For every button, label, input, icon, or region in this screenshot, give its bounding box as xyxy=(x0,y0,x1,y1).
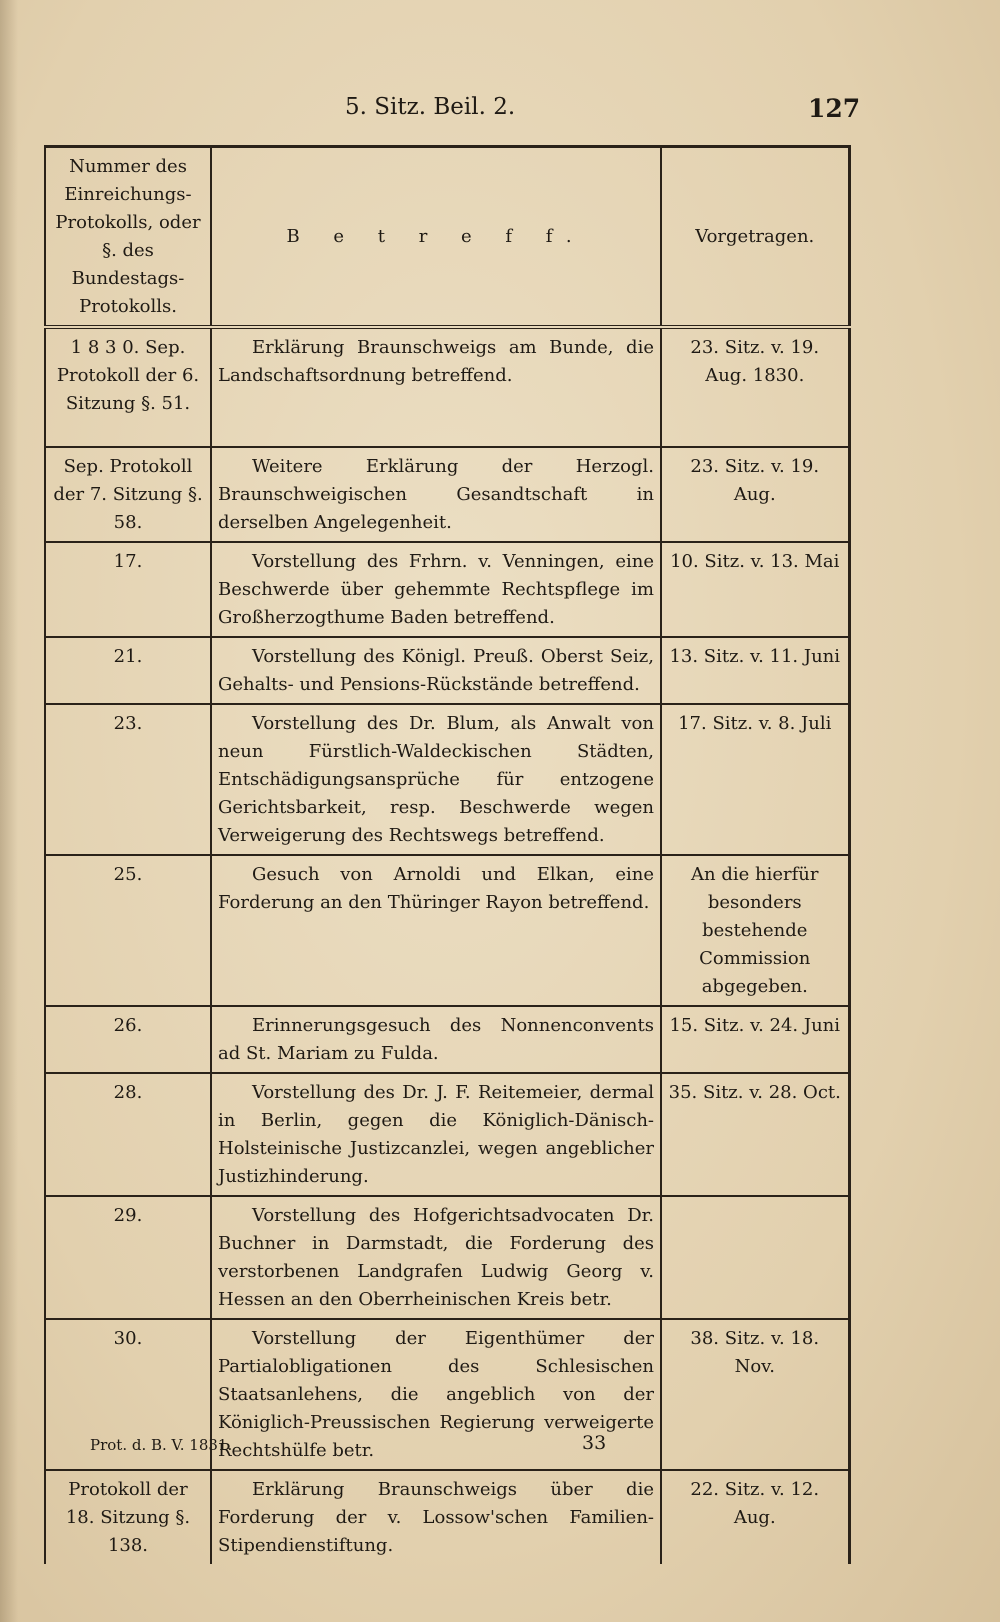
row-number-cell: 30. xyxy=(45,1319,211,1470)
row-number-cell: 23. xyxy=(45,704,211,855)
column-header-number: Nummer des Einreichungs-Protokolls, oder §. des Bundestags-Protokolls. xyxy=(45,147,211,328)
table-row xyxy=(45,1006,849,1073)
row-subject-cell: Weitere Erklärung der Herzogl. Braunschweigischen Gesandtschaft in derselben Angelegenheit. xyxy=(211,447,661,542)
table-row xyxy=(45,637,849,704)
row-number-cell: 28. xyxy=(45,1073,211,1196)
table-row xyxy=(45,327,849,447)
table-header-row xyxy=(45,147,849,328)
row-number-cell: 21. xyxy=(45,637,211,704)
column-header-presented: Vorgetragen. xyxy=(661,147,849,328)
row-subject-cell: Vorstellung der Eigenthümer der Partialobligationen des Schlesischen Staatsanlehens, die angeblich von der Königlich-Preussischen Regierung verweigerte Rechtshülfe betr. xyxy=(211,1319,661,1470)
row-date-cell: 23. Sitz. v. 19. Aug. 1830. xyxy=(661,327,849,447)
row-date-cell: 17. Sitz. v. 8. Juli xyxy=(661,704,849,855)
row-date-cell: 35. Sitz. v. 28. Oct. xyxy=(661,1073,849,1196)
row-subject-cell: Erklärung Braunschweigs am Bunde, die Landschaftsordnung betreffend. xyxy=(211,327,661,447)
row-date-cell: 15. Sitz. v. 24. Juni xyxy=(661,1006,849,1073)
row-number-cell: 26. xyxy=(45,1006,211,1073)
row-date-cell: 22. Sitz. v. 12. Aug. xyxy=(661,1470,849,1564)
row-date-cell: 38. Sitz. v. 18. Nov. xyxy=(661,1319,849,1470)
table-row xyxy=(45,1470,849,1564)
table-row xyxy=(45,1073,849,1196)
row-subject-cell: Vorstellung des Dr. J. F. Reitemeier, dermal in Berlin, gegen die Königlich-Dänisch-Holsteinische Justizcanzlei, wegen angeblicher Justizhinderung. xyxy=(211,1073,661,1196)
register-table xyxy=(44,145,851,1564)
row-number-cell: Sep. Protokoll der 7. Sitzung §. 58. xyxy=(45,447,211,542)
page-edge-shadow xyxy=(0,0,18,1622)
table-row xyxy=(45,855,849,1006)
row-number-cell: Protokoll der 18. Sitzung §. 138. xyxy=(45,1470,211,1564)
footer-protocol-mark: Prot. d. B. V. 1831. xyxy=(90,1436,233,1454)
row-number-cell: 25. xyxy=(45,855,211,1006)
row-date-cell: 23. Sitz. v. 19. Aug. xyxy=(661,447,849,542)
row-date-cell: 13. Sitz. v. 11. Juni xyxy=(661,637,849,704)
running-title: 5. Sitz. Beil. 2. xyxy=(345,94,516,120)
page-number: 127 xyxy=(808,94,861,123)
row-number-cell: 17. xyxy=(45,542,211,637)
table-row xyxy=(45,447,849,542)
row-date-cell: 10. Sitz. v. 13. Mai xyxy=(661,542,849,637)
table-row xyxy=(45,542,849,637)
row-subject-cell: Gesuch von Arnoldi und Elkan, eine Forderung an den Thüringer Rayon betreffend. xyxy=(211,855,661,1006)
row-subject-cell: Vorstellung des Dr. Blum, als Anwalt von neun Fürstlich-Waldeckischen Städten, Entschädigungsansprüche für entzogene Gerichtsbarkeit, resp. Beschwerde wegen Verweigerung des Rechtswegs betreffend. xyxy=(211,704,661,855)
column-header-subject: B e t r e f f. xyxy=(211,147,661,328)
running-head xyxy=(0,94,1000,130)
row-subject-cell: Erklärung Braunschweigs über die Forderung der v. Lossow'schen Familien-Stipendienstiftung. xyxy=(211,1470,661,1564)
row-number-cell: 1 8 3 0. Sep. Protokoll der 6. Sitzung §. 51. xyxy=(45,327,211,447)
row-date-cell xyxy=(661,1196,849,1319)
row-subject-cell: Vorstellung des Königl. Preuß. Oberst Seiz, Gehalts- und Pensions-Rückstände betreffend. xyxy=(211,637,661,704)
row-subject-cell: Erinnerungsgesuch des Nonnenconvents ad St. Mariam zu Fulda. xyxy=(211,1006,661,1073)
row-date-cell: An die hierfür besonders bestehende Commission abgegeben. xyxy=(661,855,849,1006)
row-number-cell: 29. xyxy=(45,1196,211,1319)
row-subject-cell: Vorstellung des Hofgerichtsadvocaten Dr. Buchner in Darmstadt, die Forderung des verstorbenen Landgrafen Ludwig Georg v. Hessen an den Oberrheinischen Kreis betr. xyxy=(211,1196,661,1319)
table-row xyxy=(45,704,849,855)
row-subject-cell: Vorstellung des Frhrn. v. Venningen, eine Beschwerde über gehemmte Rechtspflege im Großherzogthume Baden betreffend. xyxy=(211,542,661,637)
table-row xyxy=(45,1196,849,1319)
footer-signature-number: 33 xyxy=(582,1432,607,1454)
